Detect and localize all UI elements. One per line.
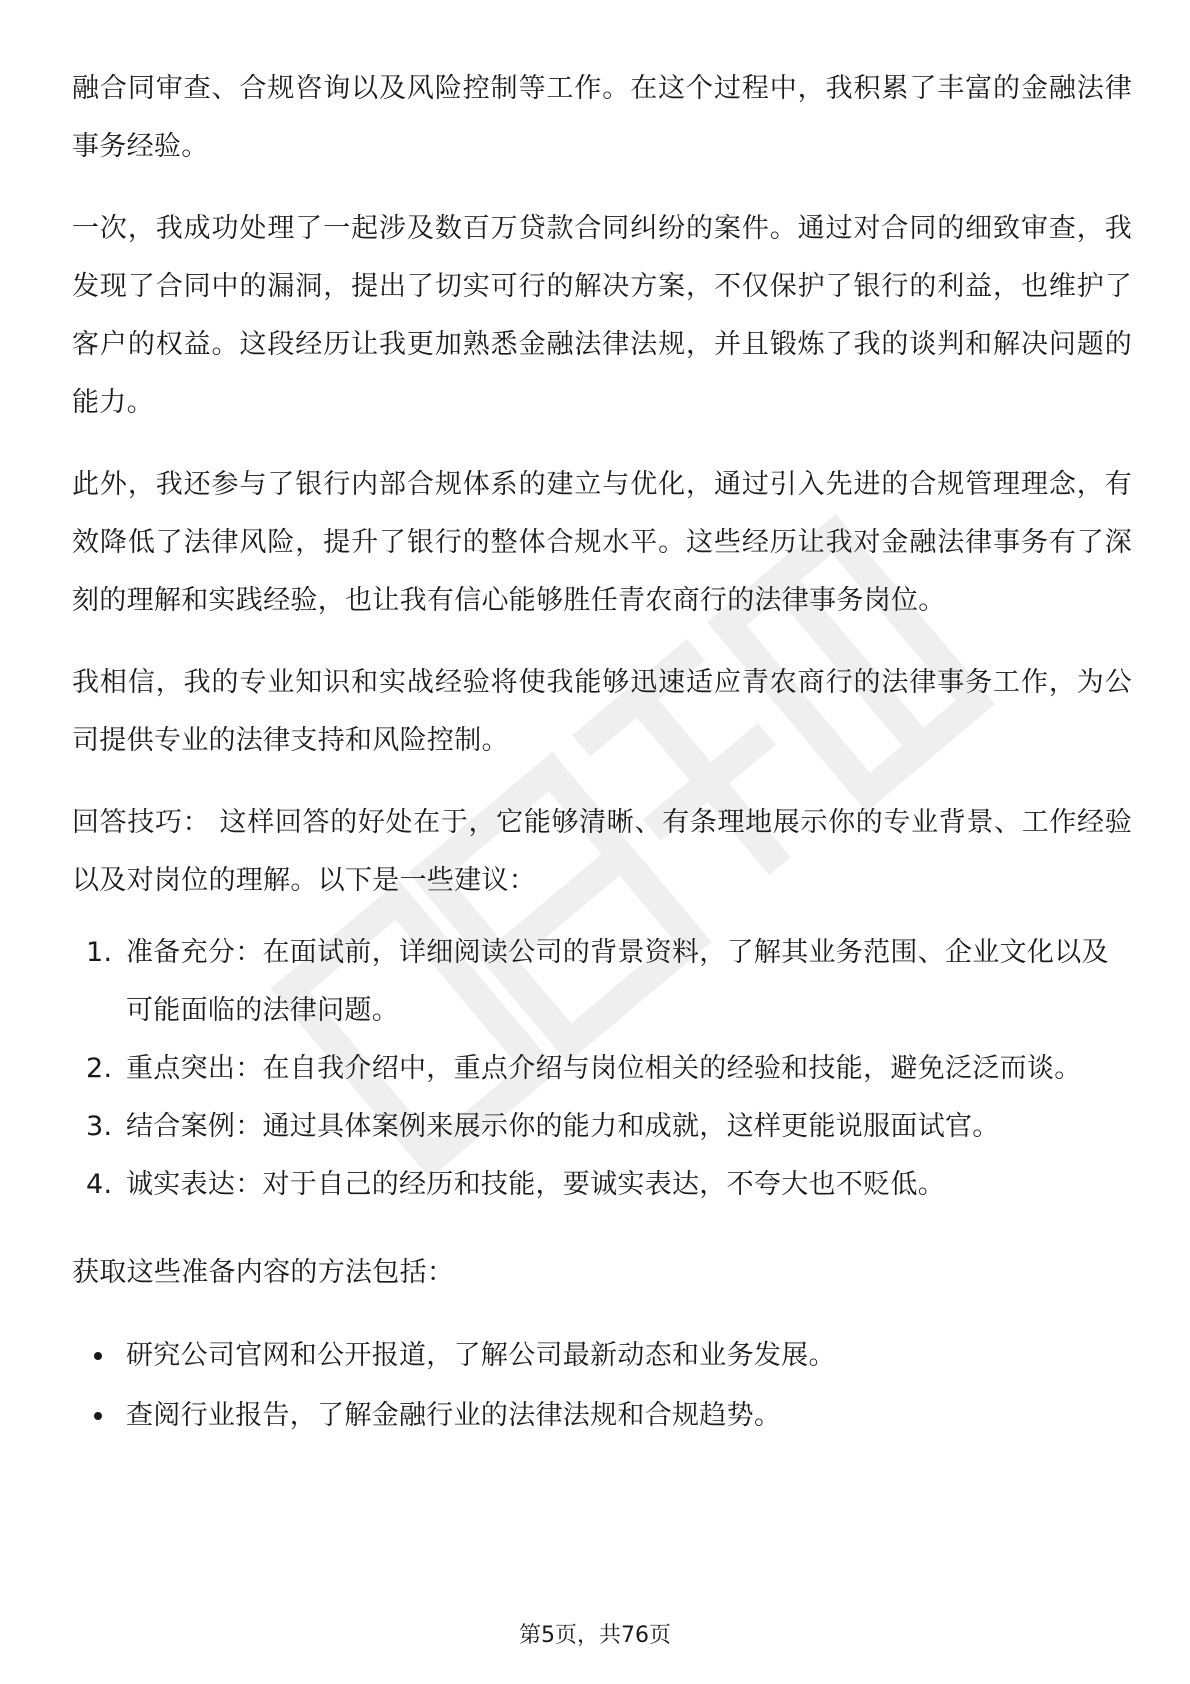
list-item [72,924,1132,1040]
list-number: 1. [86,937,113,968]
list-item [72,1386,1132,1446]
paragraph-answer-tips: 回答技巧： 这样回答的好处在于，它能够清晰、有条理地展示你的专业背景、工作经验以及对岗位的理解。以下是一些建议： [72,807,1132,896]
page-footer: 第5页，共76页 [519,1623,671,1648]
document-body [72,60,1132,1446]
list-item-text: 诚实表达：对于自己的经历和技能，要诚实表达，不夸大也不贬低。 [126,1169,945,1200]
list-number: 3. [86,1111,113,1142]
list-number: 4. [86,1169,113,1200]
list-item [72,1156,1132,1214]
list-item-text: 查阅行业报告，了解金融行业的法律法规和合规趋势。 [126,1400,782,1431]
list-item-text: 结合案例：通过具体案例来展示你的能力和成就，这样更能说服面试官。 [126,1111,1000,1142]
paragraph-intro-continuation: 融合同审查、合规咨询以及风险控制等工作。在这个过程中，我积累了丰富的金融法律事务经验。 [72,73,1132,162]
list-item-text: 准备充分：在面试前，详细阅读公司的背景资料，了解其业务范围、企业文化以及可能面临的法律问题。 [126,937,1109,1026]
bullet-icon [94,1412,102,1420]
list-item-text: 重点突出：在自我介绍中，重点介绍与岗位相关的经验和技能，避免泛泛而谈。 [126,1053,1082,1084]
tips-list [72,924,1132,1214]
paragraph-conclusion: 我相信，我的专业知识和实战经验将使我能够迅速适应青农商行的法律事务工作，为公司提供专业的法律支持和风险控制。 [72,667,1132,756]
paragraph-compliance-experience: 此外，我还参与了银行内部合规体系的建立与优化，通过引入先进的合规管理理念，有效降低了法律风险，提升了银行的整体合规水平。这些经历让我对金融法律事务有了深刻的理解和实践经验，也让我有信心能够胜任青农商行的法律事务岗位。 [72,469,1132,616]
list-number: 2. [86,1053,113,1084]
list-item-text: 研究公司官网和公开报道，了解公司最新动态和业务发展。 [126,1340,836,1371]
list-item [72,1326,1132,1386]
list-item [72,1098,1132,1156]
methods-intro: 获取这些准备内容的方法包括： [72,1257,455,1288]
paragraph-case-experience: 一次，我成功处理了一起涉及数百万贷款合同纠纷的案件。通过对合同的细致审查，我发现了合同中的漏洞，提出了切实可行的解决方案，不仅保护了银行的利益，也维护了客户的权益。这段经历让我更加熟悉金融法律法规，并且锻炼了我的谈判和解决问题的能力。 [72,213,1132,418]
methods-list [72,1326,1132,1446]
bullet-icon [94,1352,102,1360]
list-item [72,1040,1132,1098]
